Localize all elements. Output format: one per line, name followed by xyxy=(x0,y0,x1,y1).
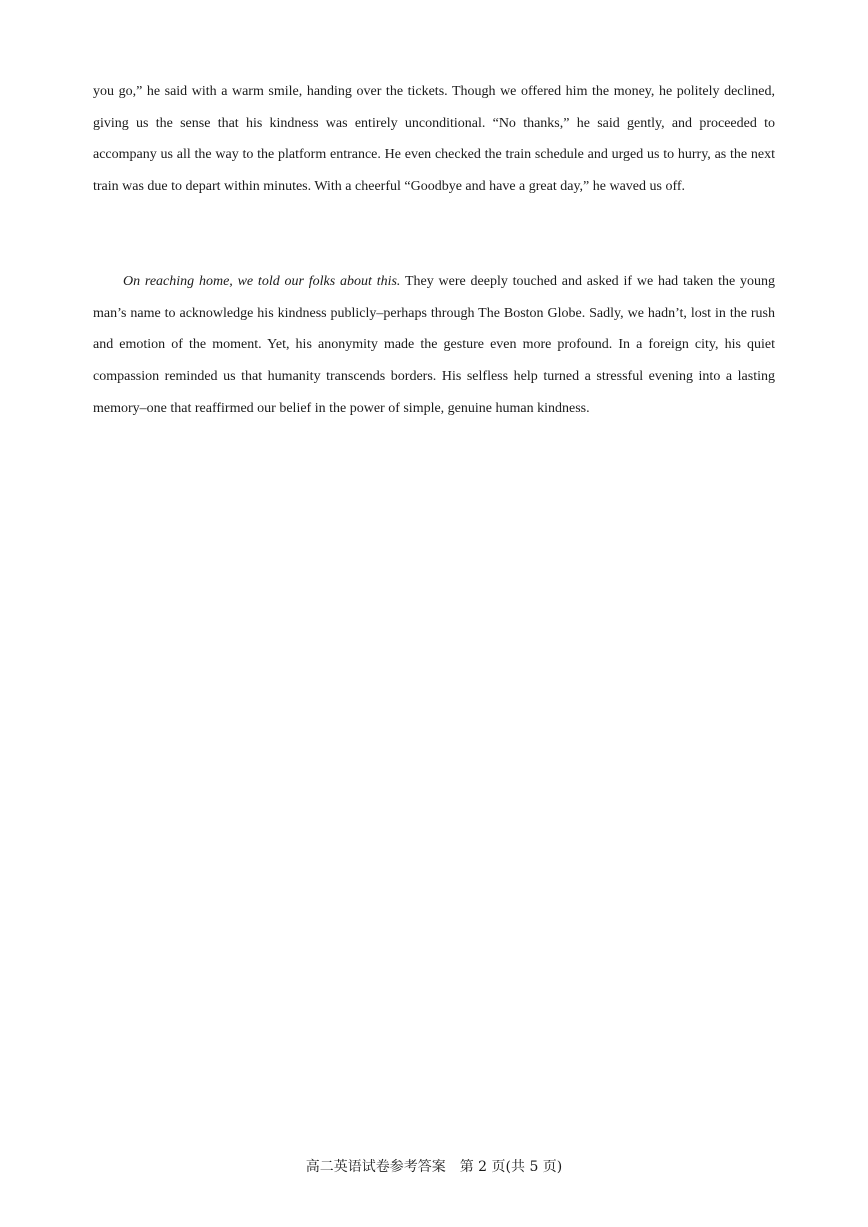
paragraph-1: you go,” he said with a warm smile, handing over the tickets. Though we offered him the money, he politely declined, giving us the sense that his kindness was entirely unconditional. “No thanks,” he said gently, and proceeded to accompany us all the way to the platform entrance. He even checked the train schedule and urged us to hurry, as the next train was due to depart within minutes. With a cheerful “Goodbye and have a great day,” he waved us off. xyxy=(93,84,775,195)
paragraph-2 xyxy=(93,266,775,425)
paragraph-2-lead-sentence: On reaching home, we told our folks about this. xyxy=(123,274,401,289)
paragraph-2-body: They were deeply touched and asked if we had taken the young man’s name to acknowledge his kindness publicly–perhaps through The Boston Globe. Sadly, we hadn’t, lost in the rush and emotion of the moment. Yet, his anonymity made the gesture even more profound. In a foreign city, his quiet compassion reminded us that humanity transcends borders. His selfless help turned a stressful evening into a lasting memory–one that reaffirmed our belief in the power of simple, genuine human kindness. xyxy=(93,274,775,416)
page-footer: 高二英语试卷参考答案 第 2 页(共 5 页) xyxy=(305,1159,563,1175)
